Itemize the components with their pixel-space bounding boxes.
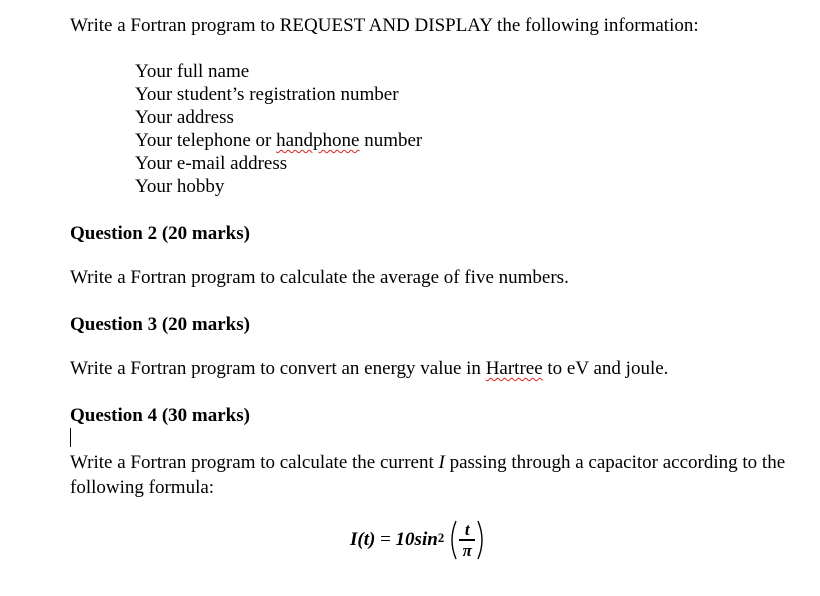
question-3-text <box>70 357 668 380</box>
question-3-text-part: to eV and joule. <box>542 358 669 379</box>
list-item: Your full name <box>135 61 250 82</box>
formula-fraction <box>457 521 477 559</box>
current-variable: I <box>438 452 445 473</box>
list-item: Your student’s registration number <box>135 84 399 105</box>
question-2-text: Write a Fortran program to calculate the average of five numbers. <box>70 267 569 288</box>
formula-parenthesis <box>448 520 486 560</box>
list-item-text: number <box>359 130 423 151</box>
list-item-text: Your telephone or <box>135 130 277 151</box>
right-paren-icon <box>477 520 486 560</box>
text-cursor <box>70 428 71 447</box>
formula-equals: = <box>375 529 396 550</box>
left-paren-icon <box>448 520 457 560</box>
question-4-text-part: passing through a capacitor according to the following formula: <box>70 452 786 498</box>
question-4-heading: Question 4 (30 marks) <box>70 405 250 426</box>
list-item: Your e-mail address <box>135 153 288 174</box>
formula-coef: 10sin <box>395 529 438 550</box>
list-item <box>135 129 422 152</box>
list-item: Your address <box>135 107 234 128</box>
question-3-text-part: Write a Fortran program to convert an energy value in <box>70 358 486 379</box>
formula <box>350 520 486 560</box>
intro-text: Write a Fortran program to REQUEST AND DISPLAY the following information: <box>70 15 699 36</box>
spellcheck-word[interactable]: Hartree <box>485 358 543 379</box>
question-3-heading: Question 3 (20 marks) <box>70 314 250 335</box>
formula-power: 2 <box>437 530 445 545</box>
formula-numerator: t <box>464 520 470 540</box>
info-list <box>135 60 422 198</box>
question-4-text-part: Write a Fortran program to calculate the current <box>70 452 439 473</box>
list-item: Your hobby <box>135 176 225 197</box>
question-2-heading: Question 2 (20 marks) <box>70 223 250 244</box>
question-4-text <box>70 450 790 500</box>
formula-denominator: π <box>462 540 472 560</box>
formula-lhs: I(t) <box>350 529 376 550</box>
spellcheck-word[interactable]: handphone <box>276 130 360 151</box>
